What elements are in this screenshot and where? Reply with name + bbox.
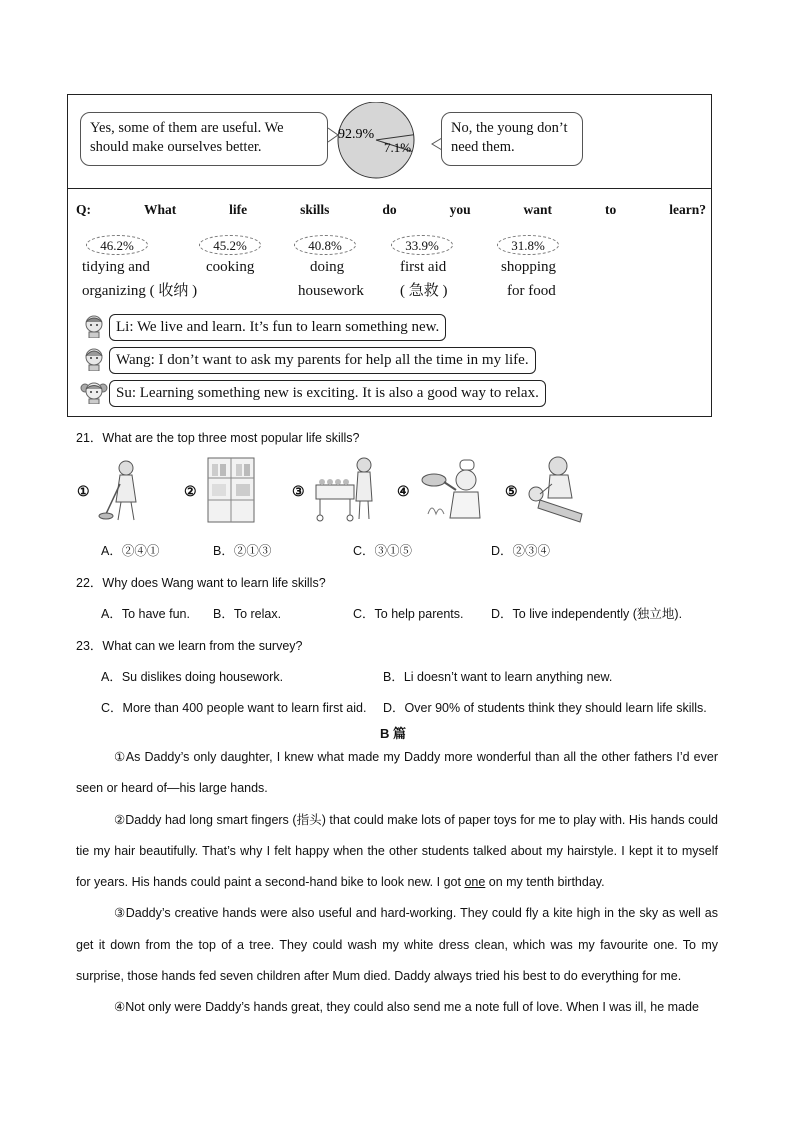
picture-label: ② bbox=[184, 483, 197, 499]
girl-avatar-icon bbox=[80, 380, 108, 404]
skill-item bbox=[294, 235, 364, 303]
speech-su bbox=[109, 380, 546, 407]
skill-label: tidying and bbox=[82, 259, 150, 275]
question-word: you bbox=[449, 202, 471, 217]
reading-passage bbox=[76, 742, 718, 1024]
paragraph-2 bbox=[76, 805, 718, 899]
picture-label: ① bbox=[77, 483, 90, 499]
skill-label: first aid bbox=[400, 259, 447, 275]
skill-label-line2: for food bbox=[507, 283, 556, 299]
skill-label-line2: ( 急救 ) bbox=[400, 283, 448, 299]
skill-percentage: 33.9% bbox=[391, 235, 453, 255]
paragraph-1: ①As Daddy’s only daughter, I knew what made my Daddy more wonderful than all the other fathers I’d ever seen or heard of—his large hands. bbox=[76, 750, 718, 796]
q22-option-a[interactable]: A．To have fun. bbox=[101, 607, 190, 621]
question-word: What bbox=[143, 202, 177, 217]
skill-label: shopping bbox=[501, 259, 557, 275]
q21-option-d[interactable]: D．②③④ bbox=[491, 544, 551, 558]
picture-label: ③ bbox=[292, 483, 305, 499]
question-word: learn? bbox=[669, 202, 706, 217]
bubble-no-text: No, the young don’t need them. bbox=[451, 120, 568, 155]
question-word: skills bbox=[300, 202, 330, 217]
skill-percentage: 45.2% bbox=[199, 235, 261, 255]
question-word: do bbox=[382, 202, 397, 217]
q22-option-d[interactable]: D．To live independently (独立地). bbox=[491, 607, 683, 621]
survey-pie-chart bbox=[320, 102, 450, 182]
paragraph-2-text: ②Daddy had long smart fingers (指头) that could make lots of paper toys for me to play with. His hands could tie my hair beautifully. That’s why I felt happy when the other students talked about my hairstyle. I kept it to myself for years. His hands could paint a second-hand bike to look new. I got bbox=[76, 812, 718, 890]
speech-bubble-no bbox=[441, 112, 583, 166]
picture-label: ④ bbox=[397, 483, 410, 499]
skill-item bbox=[199, 235, 261, 279]
paragraph-4: ④Not only were Daddy’s hands great, they could also send me a note full of love. When I was ill, he made bbox=[114, 1000, 699, 1015]
sweeping-floor-icon bbox=[96, 458, 156, 524]
q21-option-c[interactable]: C．③①⑤ bbox=[353, 544, 413, 558]
question-22: 22．Why does Wang want to learn life skills? bbox=[76, 576, 326, 590]
skill-item bbox=[391, 235, 453, 303]
speech-su-text: Su: Learning something new is exciting. It is also a good way to relax. bbox=[116, 385, 539, 401]
question-word: life bbox=[229, 202, 248, 217]
skill-percentage: 46.2% bbox=[86, 235, 148, 255]
paragraph-3: ③Daddy’s creative hands were also useful and hard-working. They could fly a kite high in the sky as well as get it down from the top of a tree. They could wash my white dress clean, which was my favourite one. To my surprise, those hands fed seven children after Mum died. Daddy always tried his best to do everything for me. bbox=[76, 906, 718, 984]
speech-wang bbox=[109, 347, 536, 374]
q21-option-a[interactable]: A．②④① bbox=[101, 544, 160, 558]
speech-li bbox=[109, 314, 446, 341]
skill-label-line2: organizing ( 收纳 ) bbox=[82, 283, 198, 299]
q23-option-d[interactable]: D．Over 90% of students think they should learn life skills. bbox=[383, 701, 707, 715]
skill-item bbox=[497, 235, 559, 303]
skill-label: doing bbox=[310, 259, 345, 275]
question-21: 21．What are the top three most popular life skills? bbox=[76, 431, 360, 445]
skill-percentage: 40.8% bbox=[294, 235, 356, 255]
q23-option-a[interactable]: A．Su dislikes doing housework. bbox=[101, 670, 284, 684]
speech-li-text: Li: We live and learn. It’s fun to learn something new. bbox=[116, 319, 440, 335]
speech-wang-text: Wang: I don’t want to ask my parents for help all the time in my life. bbox=[116, 352, 529, 368]
survey-question bbox=[76, 202, 706, 218]
q23-option-b[interactable]: B．Li doesn’t want to learn anything new. bbox=[383, 670, 613, 684]
question-word: Q: bbox=[76, 202, 91, 217]
picture-label: ⑤ bbox=[505, 483, 518, 499]
pie-label-7-1: 7.1% bbox=[384, 140, 412, 155]
underlined-word-one: one bbox=[464, 875, 486, 890]
speech-bubble-yes bbox=[80, 112, 328, 166]
section-b-title: B 篇 bbox=[380, 726, 407, 741]
q23-option-c[interactable]: C．More than 400 people want to learn first aid. bbox=[101, 701, 367, 715]
skill-label-line2: housework bbox=[298, 283, 364, 299]
boy-avatar-icon bbox=[83, 347, 105, 371]
bubble-yes-text: Yes, some of them are useful. We should make ourselves better. bbox=[90, 120, 284, 155]
q22-option-c[interactable]: C．To help parents. bbox=[353, 607, 464, 621]
question-word: to bbox=[605, 202, 617, 217]
chef-cooking-icon bbox=[420, 458, 484, 524]
question-word: want bbox=[523, 202, 553, 217]
wardrobe-icon bbox=[206, 456, 256, 524]
skill-percentage: 31.8% bbox=[497, 235, 559, 255]
first-aid-icon bbox=[522, 454, 594, 526]
survey-divider bbox=[67, 188, 712, 189]
boy-avatar-icon bbox=[83, 314, 105, 338]
skill-item bbox=[82, 235, 197, 303]
question-23: 23．What can we learn from the survey? bbox=[76, 639, 303, 653]
skill-label: cooking bbox=[206, 259, 255, 275]
q22-option-b[interactable]: B．To relax. bbox=[213, 607, 282, 621]
paragraph-2-end: on my tenth birthday. bbox=[485, 875, 605, 890]
bubble-pointer-left bbox=[328, 128, 338, 142]
pie-label-92-9: 92.9% bbox=[338, 127, 375, 142]
shopping-cart-icon bbox=[312, 455, 382, 523]
q21-option-b[interactable]: B．②①③ bbox=[213, 544, 272, 558]
